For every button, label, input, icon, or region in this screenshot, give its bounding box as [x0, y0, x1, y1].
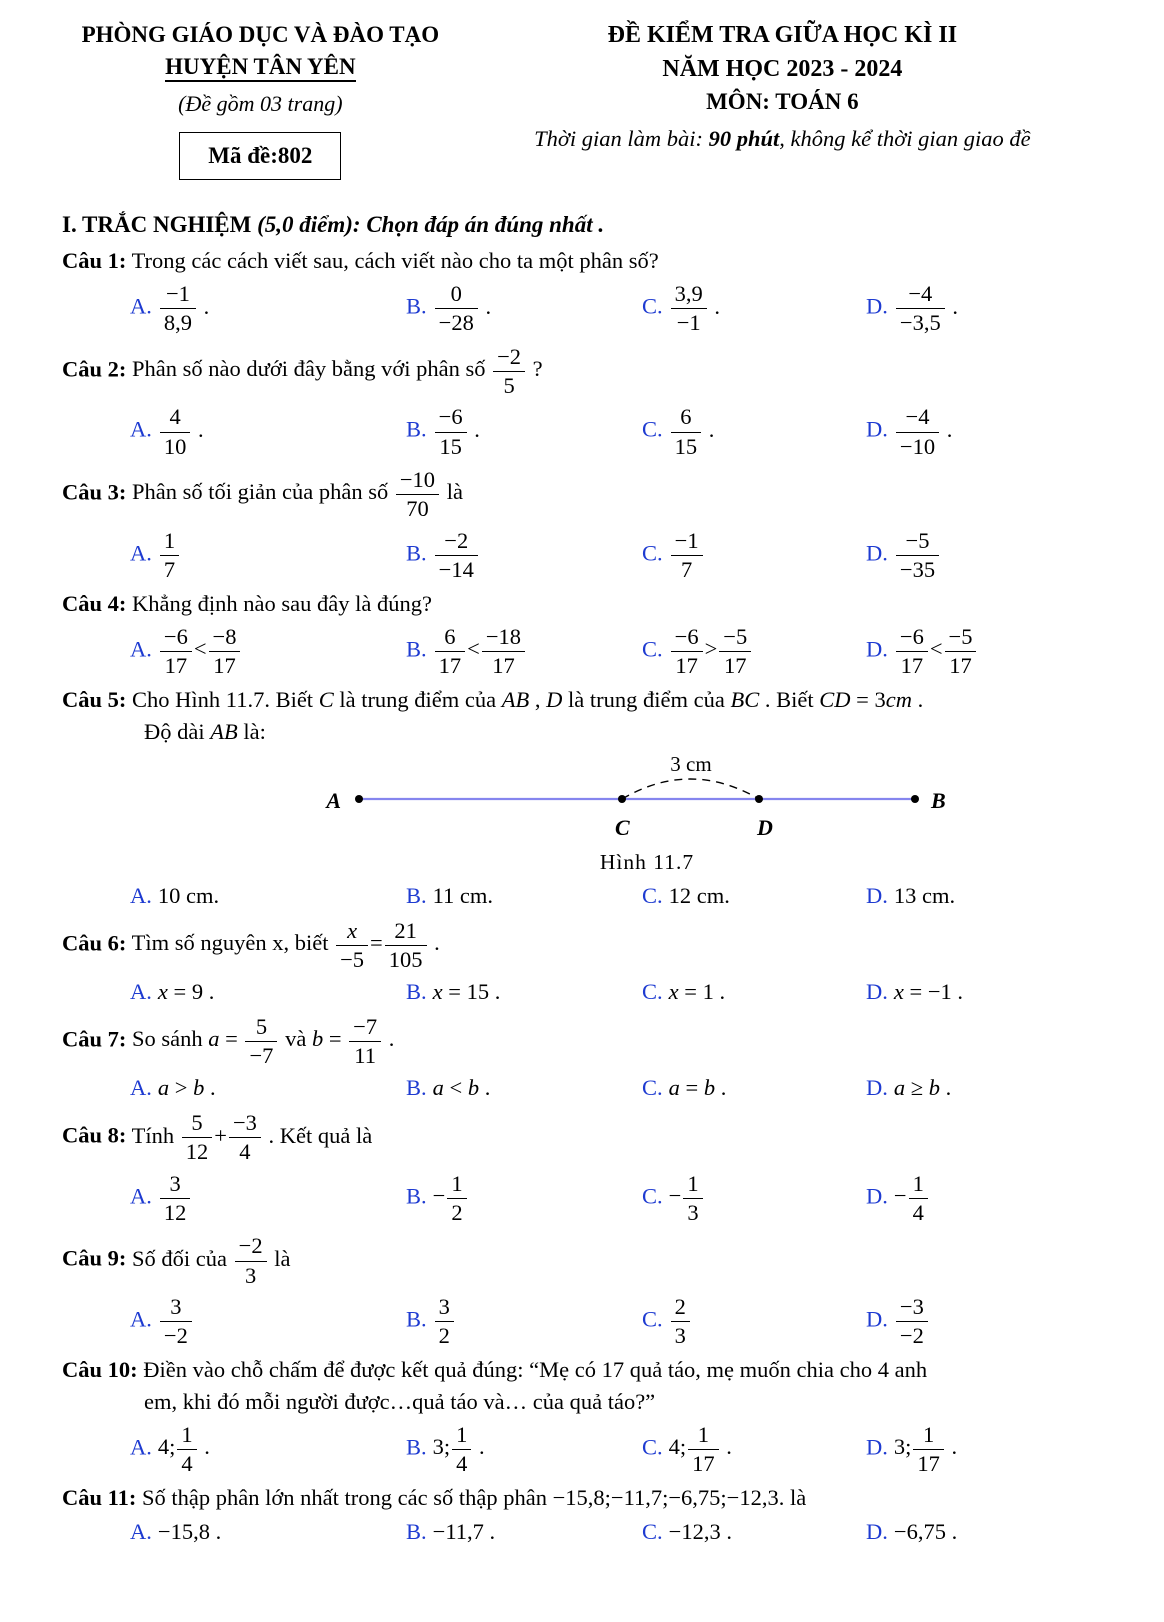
- question-5-option-d[interactable]: [866, 881, 1106, 911]
- section-title: [62, 210, 1106, 240]
- option-value: $\frac{6}{15}$ .: [669, 417, 715, 442]
- fraction: $\frac{1}{7}$: [160, 528, 179, 583]
- question-8-option-d[interactable]: [866, 1170, 1106, 1227]
- question-number: Câu 6:: [62, 929, 127, 955]
- question-text: Điền vào chỗ chấm để được kết quả đúng: “Mẹ có 17 quả táo, mẹ muốn chia cho 4 anh: [143, 1357, 928, 1383]
- option-letter: C.: [642, 1075, 663, 1101]
- option-value: 3; $\frac{1}{4}$ .: [432, 1421, 485, 1477]
- question-1-option-c[interactable]: [642, 280, 866, 337]
- option-value: $\frac{-6}{15}$ .: [433, 417, 480, 442]
- question-3-option-b[interactable]: [406, 527, 642, 584]
- option-value: −11,7 .: [432, 1519, 496, 1545]
- option-letter: D.: [866, 1306, 888, 1332]
- question-5-option-a[interactable]: [130, 881, 406, 911]
- question-6-option-d[interactable]: [866, 977, 1106, 1007]
- option-letter: B.: [406, 882, 427, 908]
- figure-dot-d: [755, 795, 763, 803]
- exam-title: ĐỀ KIỂM TRA GIỮA HỌC KÌ II: [607, 22, 958, 48]
- question-6-option-c[interactable]: [642, 977, 866, 1007]
- fraction: $\frac{5}{-7}$: [245, 1014, 277, 1069]
- questions: [62, 246, 1106, 1546]
- question-9-option-a[interactable]: [130, 1293, 406, 1350]
- exam-code-box: Mã đề:802: [179, 132, 341, 180]
- question-3: [62, 466, 1106, 583]
- fraction: $\frac{-8}{17}$: [209, 624, 241, 679]
- question-text2: Độ dài AB là:: [144, 719, 266, 745]
- option-value: $\frac{6}{17}$ < $\frac{-18}{17}$: [433, 636, 527, 661]
- fraction: $\frac{-5}{17}$: [945, 624, 977, 679]
- fraction: $\frac{3}{-2}$: [160, 1294, 192, 1349]
- option-letter: B.: [406, 1519, 427, 1545]
- option-value: −15,8 .: [157, 1519, 222, 1545]
- question-3-option-d[interactable]: [866, 527, 1106, 584]
- option-value: −12,3 .: [668, 1519, 732, 1545]
- fraction: $\frac{4}{10}$: [160, 404, 191, 459]
- question-text: So sánh a = $\frac{5}{-7}$ và b = $\frac{-7}{11}$ .: [132, 1013, 395, 1069]
- figure-point-c: C: [615, 814, 630, 840]
- fraction: $\frac{6}{15}$: [671, 404, 702, 459]
- question-10-option-a[interactable]: [130, 1421, 406, 1478]
- question-11-option-c[interactable]: [642, 1517, 866, 1547]
- option-value: $\frac{-6}{17}$ < $\frac{-5}{17}$: [894, 636, 979, 661]
- figure-dot-b: [911, 795, 919, 803]
- option-letter: A.: [130, 882, 152, 908]
- option-letter: A.: [130, 1519, 152, 1545]
- option-value: − $\frac{1}{4}$: [894, 1183, 930, 1208]
- fraction: $\frac{21}{105}$: [385, 918, 427, 973]
- question-7-option-c[interactable]: [642, 1073, 866, 1103]
- option-letter: C.: [642, 882, 663, 908]
- options-row: [62, 1073, 1106, 1103]
- option-value: 13 cm.: [893, 882, 956, 908]
- option-letter: B.: [406, 979, 427, 1005]
- options-row: [62, 1170, 1106, 1227]
- option-value: [158, 1293, 194, 1349]
- option-value: −6,75 .: [893, 1519, 958, 1545]
- fraction: $\frac{0}{-28}$: [435, 281, 478, 336]
- option-value: x = 9 .: [157, 979, 215, 1005]
- option-value: $\frac{4}{10}$ .: [158, 417, 204, 442]
- option-letter: A.: [130, 539, 152, 565]
- subject: MÔN: TOÁN 6: [706, 89, 859, 115]
- option-value: [669, 1293, 692, 1349]
- option-value: [669, 527, 705, 582]
- school-year: NĂM HỌC 2023 - 2024: [662, 55, 903, 82]
- option-letter: B.: [406, 1306, 427, 1332]
- question-text: Tính $\frac{5}{12}$ + $\frac{-3}{4}$ . Kết quả là: [131, 1110, 373, 1165]
- option-letter: D.: [866, 1434, 888, 1460]
- question-11: [62, 1483, 1106, 1546]
- question-number: Câu 4:: [62, 591, 127, 617]
- option-value: [894, 1293, 930, 1349]
- question-3-option-a[interactable]: [130, 527, 406, 584]
- option-value: [433, 1293, 456, 1349]
- option-letter: C.: [642, 416, 663, 442]
- option-letter: A.: [130, 416, 152, 442]
- option-value: 4; $\frac{1}{17}$ .: [668, 1421, 732, 1477]
- fraction: $\frac{-2}{3}$: [235, 1233, 267, 1288]
- fraction: $\frac{-1}{7}$: [671, 528, 703, 583]
- question-6-option-b[interactable]: [406, 977, 642, 1007]
- figure-point-d: D: [757, 814, 773, 840]
- question-text: Trong các cách viết sau, cách viết nào cho ta một phân số?: [131, 248, 659, 274]
- question-5-option-b[interactable]: [406, 881, 642, 911]
- option-value: $\frac{-6}{17}$ < $\frac{-8}{17}$: [158, 636, 243, 661]
- option-value: 10 cm.: [157, 882, 220, 908]
- question-1: [62, 246, 1106, 336]
- options-row: [62, 623, 1106, 680]
- option-letter: A.: [130, 1434, 152, 1460]
- question-11-option-d[interactable]: [866, 1517, 1106, 1547]
- question-6-option-a[interactable]: [130, 977, 406, 1007]
- page-count-note: (Đề gồm 03 trang): [178, 90, 343, 116]
- option-value: $\frac{-6}{17}$ > $\frac{-5}{17}$: [669, 636, 754, 661]
- fraction: $\frac{-6}{17}$: [160, 624, 192, 679]
- option-letter: A.: [130, 636, 152, 662]
- fraction: $\frac{-4}{-3,5}$: [896, 281, 945, 336]
- option-letter: B.: [406, 1075, 427, 1101]
- figure-point-b: B: [931, 787, 946, 813]
- fraction: $\frac{-7}{11}$: [349, 1014, 381, 1069]
- question-4-option-d[interactable]: [866, 623, 1106, 680]
- option-value: [158, 1170, 193, 1225]
- section-title-note: (5,0 điểm): Chọn đáp án đúng nhất .: [257, 212, 605, 238]
- question-1-option-d[interactable]: [866, 280, 1106, 337]
- fraction: $\frac{-3}{-2}$: [896, 1294, 928, 1349]
- option-value: a > b .: [157, 1075, 216, 1101]
- figure-hinh-11-7: [317, 751, 977, 877]
- fraction: $\frac{1}{17}$: [688, 1422, 719, 1477]
- option-letter: D.: [866, 1075, 888, 1101]
- fraction: $\frac{3}{2}$: [435, 1294, 454, 1349]
- fraction: $\frac{6}{17}$: [435, 624, 466, 679]
- question-10-option-c[interactable]: [642, 1421, 866, 1478]
- question-number: Câu 3:: [62, 479, 127, 505]
- question-8-option-c[interactable]: [642, 1170, 866, 1227]
- options-row: [62, 403, 1106, 460]
- fraction: $\frac{2}{3}$: [671, 1294, 690, 1349]
- question-8-option-b[interactable]: [406, 1170, 642, 1227]
- figure-slot: [62, 751, 1106, 877]
- question-7: [62, 1013, 1106, 1103]
- header-left: [62, 20, 459, 180]
- fraction: $\frac{-10}{70}$: [396, 467, 439, 522]
- option-letter: C.: [642, 1306, 663, 1332]
- question-text: Khẳng định nào sau đây là đúng?: [132, 591, 432, 617]
- option-letter: A.: [130, 1306, 152, 1332]
- question-number: Câu 7:: [62, 1026, 127, 1052]
- question-text2-row: [62, 1387, 1106, 1417]
- fraction: $\frac{-6}{15}$: [435, 404, 467, 459]
- option-value: [433, 527, 480, 582]
- options-row: [62, 977, 1106, 1007]
- section-title-label: I. TRẮC NGHIỆM: [62, 212, 258, 238]
- fraction: $\frac{-6}{17}$: [896, 624, 928, 679]
- fraction: $\frac{1}{4}$: [177, 1422, 196, 1477]
- department-name: PHÒNG GIÁO DỤC VÀ ĐÀO TẠO: [81, 22, 440, 47]
- option-value: [158, 527, 181, 582]
- question-2-option-d[interactable]: [866, 403, 1106, 460]
- figure-dot-a: [355, 795, 363, 803]
- question-8-option-a[interactable]: [130, 1170, 406, 1227]
- question-2: [62, 343, 1106, 460]
- option-letter: C.: [642, 1434, 663, 1460]
- header-right: [459, 20, 1106, 153]
- question-5: [62, 685, 1106, 910]
- exam-header: [62, 20, 1106, 180]
- option-letter: D.: [866, 1183, 888, 1209]
- fraction: $\frac{-5}{-35}$: [896, 528, 939, 583]
- option-value: 12 cm.: [668, 882, 730, 908]
- segment-diagram: [317, 751, 977, 847]
- question-number: Câu 9:: [62, 1245, 127, 1271]
- question-4-option-c[interactable]: [642, 623, 866, 680]
- time-limit: Thời gian làm bài: 90 phút, không kể thời gian giao đề: [534, 125, 1031, 151]
- question-4-option-b[interactable]: [406, 623, 642, 680]
- question-9: [62, 1232, 1106, 1349]
- option-letter: C.: [642, 979, 663, 1005]
- option-letter: B.: [406, 416, 427, 442]
- question-number: Câu 2:: [62, 356, 127, 382]
- question-text: Phân số nào dưới đây bằng với phân số $\frac{-2}{5}$ ?: [132, 343, 543, 399]
- fraction: $\frac{-3}{4}$: [229, 1110, 261, 1165]
- fraction: $\frac{-1}{8,9}$: [160, 281, 196, 336]
- question-7-option-a[interactable]: [130, 1073, 406, 1103]
- fraction: $\frac{x}{-5}$: [336, 918, 368, 973]
- question-4: [62, 589, 1106, 679]
- option-value: $\frac{-4}{-3,5}$ .: [894, 294, 958, 319]
- fraction: $\frac{1}{17}$: [913, 1422, 944, 1477]
- option-letter: B.: [406, 1434, 427, 1460]
- question-10-option-d[interactable]: [866, 1421, 1106, 1478]
- fraction: $\frac{3}{12}$: [160, 1171, 191, 1226]
- question-11-option-a[interactable]: [130, 1517, 406, 1547]
- question-text2-row: [62, 717, 1106, 747]
- question-number: Câu 8:: [62, 1122, 127, 1148]
- fraction: $\frac{-2}{-14}$: [435, 528, 478, 583]
- option-letter: D.: [866, 882, 888, 908]
- figure-dot-c: [618, 795, 626, 803]
- question-10-option-b[interactable]: [406, 1421, 642, 1478]
- fraction: $\frac{1}{3}$: [683, 1171, 702, 1226]
- option-value: 3; $\frac{1}{17}$ .: [893, 1421, 958, 1477]
- question-9-option-c[interactable]: [642, 1293, 866, 1350]
- option-value: x = 1 .: [668, 979, 726, 1005]
- question-1-option-a[interactable]: [130, 280, 406, 337]
- option-letter: C.: [642, 539, 663, 565]
- option-value: a ≥ b .: [893, 1075, 952, 1101]
- question-4-option-a[interactable]: [130, 623, 406, 680]
- district-name: HUYỆN TÂN YÊN: [62, 52, 459, 82]
- fraction: $\frac{-4}{-10}$: [896, 404, 939, 459]
- question-2-option-a[interactable]: [130, 403, 406, 460]
- question-2-option-c[interactable]: [642, 403, 866, 460]
- option-letter: C.: [642, 1519, 663, 1545]
- question-7-option-d[interactable]: [866, 1073, 1106, 1103]
- option-value: − $\frac{1}{3}$: [669, 1183, 705, 1208]
- option-letter: D.: [866, 539, 888, 565]
- fraction: $\frac{-18}{17}$: [482, 624, 525, 679]
- option-value: 4; $\frac{1}{4}$ .: [157, 1421, 210, 1477]
- fraction: $\frac{1}{4}$: [909, 1171, 928, 1226]
- option-letter: A.: [130, 293, 152, 319]
- option-letter: A.: [130, 979, 152, 1005]
- question-5-option-c[interactable]: [642, 881, 866, 911]
- option-letter: B.: [406, 636, 427, 662]
- figure-dashed-arc: [622, 779, 759, 799]
- option-value: 11 cm.: [432, 882, 494, 908]
- option-letter: B.: [406, 293, 427, 319]
- figure-dimension-label: 3 cm: [670, 751, 712, 776]
- option-letter: B.: [406, 1183, 427, 1209]
- question-3-option-c[interactable]: [642, 527, 866, 584]
- question-8: [62, 1109, 1106, 1226]
- fraction: $\frac{5}{12}$: [182, 1110, 213, 1165]
- question-text: Tìm số nguyên x, biết $\frac{x}{-5}$ = $\frac{21}{105}$ .: [131, 917, 440, 972]
- question-9-option-d[interactable]: [866, 1293, 1106, 1350]
- option-value: $\frac{-1}{8,9}$ .: [158, 294, 209, 319]
- question-text2: em, khi đó mỗi người được…quả táo và… của quả táo?”: [144, 1389, 656, 1415]
- option-value: [894, 527, 941, 582]
- question-11-option-b[interactable]: [406, 1517, 642, 1547]
- question-text: Cho Hình 11.7. Biết C là trung điểm của AB , D là trung điểm của BC . Biết CD = 3cm .: [132, 687, 924, 713]
- options-row: [62, 527, 1106, 584]
- option-value: $\frac{3,9}{-1}$ .: [669, 294, 720, 319]
- option-letter: D.: [866, 416, 888, 442]
- question-10: [62, 1355, 1106, 1477]
- question-7-option-b[interactable]: [406, 1073, 642, 1103]
- option-letter: C.: [642, 1183, 663, 1209]
- question-text: Số đối của $\frac{-2}{3}$ là: [132, 1233, 291, 1288]
- option-value: a < b .: [432, 1075, 491, 1101]
- time-limit-duration: 90 phút: [708, 125, 780, 151]
- question-number: Câu 11:: [62, 1485, 137, 1511]
- option-letter: D.: [866, 636, 888, 662]
- question-number: Câu 1:: [62, 248, 127, 274]
- question-9-option-b[interactable]: [406, 1293, 642, 1350]
- option-letter: B.: [406, 539, 427, 565]
- option-letter: D.: [866, 1519, 888, 1545]
- option-letter: A.: [130, 1183, 152, 1209]
- question-1-option-b[interactable]: [406, 280, 642, 337]
- fraction: $\frac{1}{2}$: [447, 1171, 466, 1226]
- options-row: [62, 1421, 1106, 1478]
- option-value: $\frac{-4}{-10}$ .: [894, 417, 952, 442]
- options-row: [62, 881, 1106, 911]
- question-number: Câu 5:: [62, 687, 127, 713]
- question-text: Số thập phân lớn nhất trong các số thập phân −15,8;−11,7;−6,75;−12,3. là: [142, 1485, 807, 1511]
- option-value: x = 15 .: [432, 979, 501, 1005]
- fraction: $\frac{-2}{5}$: [493, 344, 525, 399]
- option-value: x = −1 .: [893, 979, 964, 1005]
- options-row: [62, 1293, 1106, 1350]
- question-6: [62, 917, 1106, 1007]
- question-2-option-b[interactable]: [406, 403, 642, 460]
- option-value: − $\frac{1}{2}$: [433, 1183, 469, 1208]
- option-letter: C.: [642, 636, 663, 662]
- options-row: [62, 280, 1106, 337]
- options-row: [62, 1517, 1106, 1547]
- option-letter: D.: [866, 293, 888, 319]
- option-value: a = b .: [668, 1075, 727, 1101]
- option-letter: A.: [130, 1075, 152, 1101]
- fraction: $\frac{-6}{17}$: [671, 624, 703, 679]
- question-text: Phân số tối giản của phân số $\frac{-10}{70}$ là: [132, 466, 463, 522]
- fraction: $\frac{3,9}{-1}$: [671, 281, 707, 336]
- option-letter: D.: [866, 979, 888, 1005]
- question-number: Câu 10:: [62, 1357, 138, 1383]
- figure-point-a: A: [326, 787, 341, 813]
- fraction: $\frac{1}{4}$: [452, 1422, 471, 1477]
- figure-caption: Hình 11.7: [599, 850, 695, 875]
- fraction: $\frac{-5}{17}$: [719, 624, 751, 679]
- option-letter: C.: [642, 293, 663, 319]
- option-value: $\frac{0}{-28}$ .: [433, 294, 491, 319]
